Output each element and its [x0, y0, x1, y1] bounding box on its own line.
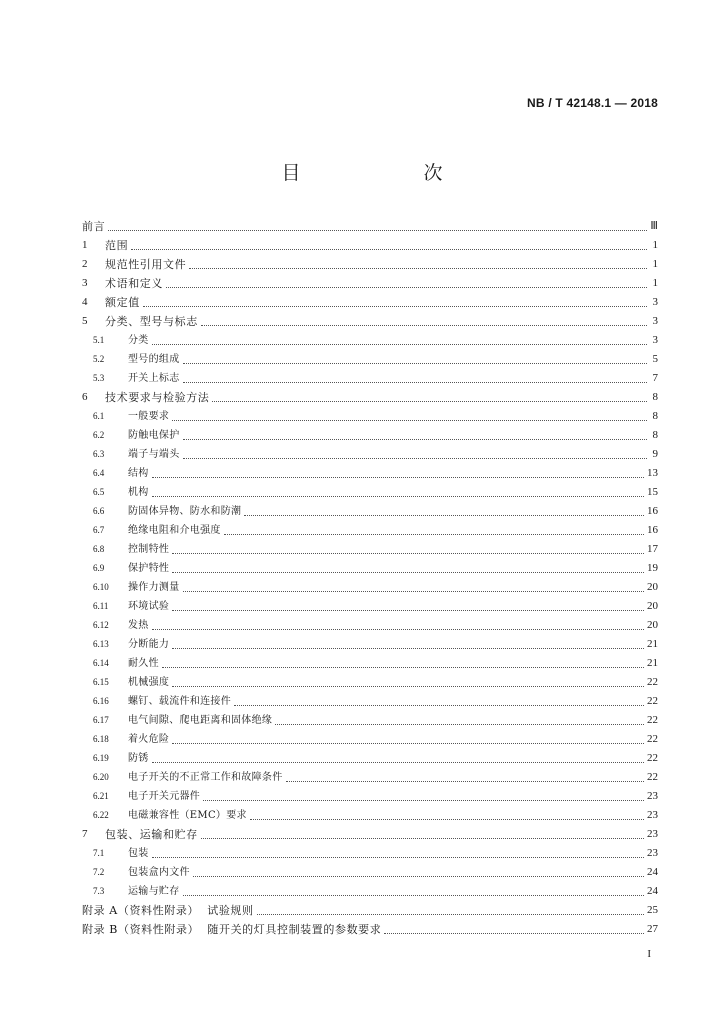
toc-entry[interactable]: [82, 388, 658, 407]
toc-entry[interactable]: [82, 806, 658, 825]
toc-entry[interactable]: [82, 521, 658, 540]
toc-entry-page: 23: [647, 809, 658, 821]
toc-dot-leader: [183, 363, 648, 364]
toc-entry-number: 6.6: [93, 506, 105, 516]
toc-entry[interactable]: [82, 692, 658, 711]
toc-dot-leader: [286, 781, 645, 782]
toc-dot-leader: [108, 230, 647, 231]
toc-dot-leader: [183, 895, 645, 896]
toc-entry-number: 5.1: [93, 335, 105, 345]
toc-entry-label: 绝缘电阻和介电强度: [128, 525, 221, 536]
toc-dot-leader: [189, 268, 647, 269]
toc-entry-page: 9: [652, 448, 658, 460]
toc-entry-number: 6.22: [93, 810, 109, 820]
toc-entry[interactable]: [82, 882, 658, 901]
toc-entry-number: 6.10: [93, 582, 109, 592]
toc-entry-number: 6.1: [93, 411, 105, 421]
toc-entry-label: 机械强度: [128, 677, 170, 688]
toc-entry-page: 24: [647, 866, 658, 878]
toc-entry-label: 分断能力: [128, 639, 170, 650]
toc-entry-number: 6.13: [93, 639, 109, 649]
toc-dot-leader: [183, 591, 645, 592]
toc-entry-page: 5: [652, 353, 658, 365]
toc-entry-number: 6.8: [93, 544, 105, 554]
toc-dot-leader: [384, 933, 644, 934]
toc-entry-page: 22: [647, 676, 658, 688]
toc-entry-label: 开关上标志: [128, 373, 180, 384]
toc-entry[interactable]: [82, 426, 658, 445]
toc-dot-leader: [172, 648, 644, 649]
toc-entry-page: 7: [652, 372, 658, 384]
toc-entry[interactable]: [82, 445, 658, 464]
toc-entry[interactable]: [82, 768, 658, 787]
toc-entry-label: 电气间隙、爬电距离和固体绝缘: [128, 715, 273, 726]
toc-entry-page: 8: [652, 410, 658, 422]
toc-entry-label: 术语和定义: [105, 277, 163, 290]
toc-entry[interactable]: [82, 825, 658, 844]
toc-entry-number: 6: [82, 391, 88, 403]
toc-dot-leader: [257, 914, 644, 915]
toc-entry[interactable]: [82, 578, 658, 597]
toc-entry-label: 控制特性: [128, 544, 170, 555]
toc-entry[interactable]: [82, 673, 658, 692]
toc-entry-number: 7: [82, 828, 88, 840]
toc-entry-label: 螺钉、载流件和连接件: [128, 696, 231, 707]
toc-entry-label: 规范性引用文件: [105, 258, 187, 271]
toc-dot-leader: [193, 876, 644, 877]
toc-dot-leader: [224, 534, 644, 535]
toc-entry-page: 27: [647, 923, 658, 935]
toc-entry-page: 23: [647, 847, 658, 859]
toc-dot-leader: [162, 667, 644, 668]
toc-entry-page: 22: [647, 695, 658, 707]
toc-entry-page: 8: [652, 429, 658, 441]
toc-entry-label: 发热: [128, 620, 149, 631]
toc-entry[interactable]: [82, 255, 658, 274]
toc-entry-label: 操作力测量: [128, 582, 180, 593]
toc-dot-leader: [166, 287, 647, 288]
toc-entry-label: 运输与贮存: [128, 886, 180, 897]
toc-entry-number: 6.15: [93, 677, 109, 687]
toc-entry-number: 1: [82, 239, 88, 251]
toc-entry-number: 5.3: [93, 373, 105, 383]
toc-dot-leader: [152, 762, 644, 763]
toc-dot-leader: [201, 838, 644, 839]
toc-entry-page: 15: [647, 486, 658, 498]
toc-entry-label: 防锈: [128, 753, 149, 764]
toc-entry-label: 范围: [105, 239, 129, 252]
toc-entry-number: 6.5: [93, 487, 105, 497]
toc-entry-label: 附录 A（资料性附录） 试验规则: [82, 904, 254, 917]
toc-entry-page: 21: [647, 657, 658, 669]
toc-dot-leader: [152, 857, 644, 858]
toc-dot-leader: [172, 420, 647, 421]
toc-dot-leader: [234, 705, 644, 706]
toc-entry-number: 4: [82, 296, 88, 308]
toc-entry-number: 6.17: [93, 715, 109, 725]
toc-dot-leader: [250, 819, 644, 820]
toc-entry[interactable]: [82, 787, 658, 806]
toc-entry-number: 7.3: [93, 886, 105, 896]
toc-entry-label: 分类、型号与标志: [105, 315, 198, 328]
toc-entry-number: 6.12: [93, 620, 109, 630]
toc-entry-page: 20: [647, 600, 658, 612]
toc-entry[interactable]: [82, 730, 658, 749]
toc-entry[interactable]: [82, 559, 658, 578]
toc-dot-leader: [152, 344, 647, 345]
toc-dot-leader: [172, 553, 644, 554]
toc-dot-leader: [152, 629, 644, 630]
toc-entry-label: 防触电保护: [128, 430, 180, 441]
toc-entry-label: 保护特性: [128, 563, 170, 574]
toc-entry-page: 17: [647, 543, 658, 555]
toc-entry-page: 3: [652, 296, 658, 308]
toc-entry[interactable]: [82, 540, 658, 559]
toc-entry-label: 包装、运输和贮存: [105, 828, 198, 841]
toc-entry-page: 19: [647, 562, 658, 574]
toc-entry-label: 一般要求: [128, 411, 170, 422]
toc-entry[interactable]: [82, 331, 658, 350]
toc-entry-label: 分类: [128, 335, 149, 346]
toc-entry-number: 7.2: [93, 867, 105, 877]
toc-dot-leader: [183, 382, 648, 383]
toc-entry-page: 22: [647, 771, 658, 783]
toc-entry-number: 6.2: [93, 430, 105, 440]
toc-entry-number: 7.1: [93, 848, 105, 858]
toc-entry-number: 3: [82, 277, 88, 289]
toc-entry-label: 额定值: [105, 296, 140, 309]
toc-entry[interactable]: [82, 502, 658, 521]
toc-entry-label: 环境试验: [128, 601, 170, 612]
toc-entry-label: 结构: [128, 468, 149, 479]
toc-entry-page: 1: [652, 258, 658, 270]
toc-entry-label: 电磁兼容性（EMC）要求: [128, 810, 247, 821]
toc-entry[interactable]: [82, 464, 658, 483]
toc-entry-page: 3: [652, 315, 658, 327]
toc-entry-number: 6.7: [93, 525, 105, 535]
toc-entry[interactable]: [82, 369, 658, 388]
toc-entry-number: 2: [82, 258, 88, 270]
toc-entry-number: 6.11: [93, 601, 109, 611]
toc-entry-page: 24: [647, 885, 658, 897]
toc-dot-leader: [212, 401, 647, 402]
toc-entry-page: 8: [652, 391, 658, 403]
toc-entry-page: 13: [647, 467, 658, 479]
toc-entry-page: 16: [647, 505, 658, 517]
toc-entry[interactable]: [82, 616, 658, 635]
toc-entry-page: 16: [647, 524, 658, 536]
page-title: 目 次: [281, 162, 495, 184]
toc-entry-page: 20: [647, 619, 658, 631]
standard-code: NB / T 42148.1 — 2018: [527, 96, 658, 110]
toc-dot-leader: [172, 743, 644, 744]
toc-entry-number: 5: [82, 315, 88, 327]
toc-dot-leader: [152, 496, 644, 497]
toc-entry-label: 防固体异物、防水和防潮: [128, 506, 242, 517]
toc-entry[interactable]: [82, 920, 658, 939]
toc-entry-page: 20: [647, 581, 658, 593]
toc-entry-page: 1: [652, 239, 658, 251]
toc-dot-leader: [152, 477, 644, 478]
toc-entry-number: 6.16: [93, 696, 109, 706]
toc-entry-number: 6.9: [93, 563, 105, 573]
toc-entry-label: 型号的组成: [128, 354, 180, 365]
toc-entry-page: 22: [647, 733, 658, 745]
toc-entry[interactable]: [82, 749, 658, 768]
toc-dot-leader: [275, 724, 644, 725]
toc-entry[interactable]: [82, 483, 658, 502]
toc-entry-label: 着火危险: [128, 734, 170, 745]
toc-dot-leader: [183, 439, 648, 440]
toc-entry-number: 5.2: [93, 354, 105, 364]
toc-dot-leader: [244, 515, 644, 516]
toc-entry-page: 25: [647, 904, 658, 916]
toc-entry-number: 6.14: [93, 658, 109, 668]
toc-entry-page: 22: [647, 714, 658, 726]
toc-entry-number: 6.18: [93, 734, 109, 744]
toc-entry-number: 6.19: [93, 753, 109, 763]
toc-entry[interactable]: [82, 217, 658, 236]
toc-entry-label: 前言: [82, 220, 106, 233]
toc-entry-label: 耐久性: [128, 658, 159, 669]
toc-entry-page: 21: [647, 638, 658, 650]
toc-entry[interactable]: [82, 350, 658, 369]
toc-entry[interactable]: [82, 312, 658, 331]
toc-entry-label: 包装盒内文件: [128, 867, 190, 878]
toc-dot-leader: [203, 800, 644, 801]
toc-entry-page: 22: [647, 752, 658, 764]
toc-dot-leader: [172, 686, 644, 687]
toc-entry[interactable]: [82, 863, 658, 882]
toc-entry[interactable]: [82, 654, 658, 673]
toc-entry-page: 3: [652, 334, 658, 346]
table-of-contents: [82, 217, 658, 939]
toc-entry-page: 1: [652, 277, 658, 289]
toc-entry-label: 电子开关的不正常工作和故障条件: [128, 772, 283, 783]
toc-entry-page: Ⅲ: [650, 220, 658, 232]
toc-entry-number: 6.21: [93, 791, 109, 801]
toc-entry-label: 电子开关元器件: [128, 791, 201, 802]
toc-entry[interactable]: [82, 274, 658, 293]
toc-entry[interactable]: [82, 844, 658, 863]
toc-entry-label: 机构: [128, 487, 149, 498]
page-number: I: [647, 948, 651, 960]
toc-entry-label: 端子与端头: [128, 449, 180, 460]
toc-dot-leader: [172, 610, 644, 611]
toc-entry-label: 包装: [128, 848, 149, 859]
toc-entry-number: 6.20: [93, 772, 109, 782]
toc-entry-number: 6.4: [93, 468, 105, 478]
toc-entry[interactable]: [82, 293, 658, 312]
toc-entry[interactable]: [82, 635, 658, 654]
toc-entry[interactable]: [82, 901, 658, 920]
toc-dot-leader: [172, 572, 644, 573]
toc-dot-leader: [183, 458, 648, 459]
toc-entry[interactable]: [82, 597, 658, 616]
toc-dot-leader: [131, 249, 647, 250]
toc-entry-page: 23: [647, 790, 658, 802]
toc-entry[interactable]: [82, 711, 658, 730]
toc-entry-label: 附录 B（资料性附录） 随开关的灯具控制装置的参数要求: [82, 923, 382, 936]
toc-entry-label: 技术要求与检验方法: [105, 391, 210, 404]
toc-entry-number: 6.3: [93, 449, 105, 459]
toc-entry[interactable]: [82, 236, 658, 255]
toc-dot-leader: [201, 325, 647, 326]
toc-entry[interactable]: [82, 407, 658, 426]
toc-entry-page: 23: [647, 828, 658, 840]
toc-dot-leader: [143, 306, 647, 307]
